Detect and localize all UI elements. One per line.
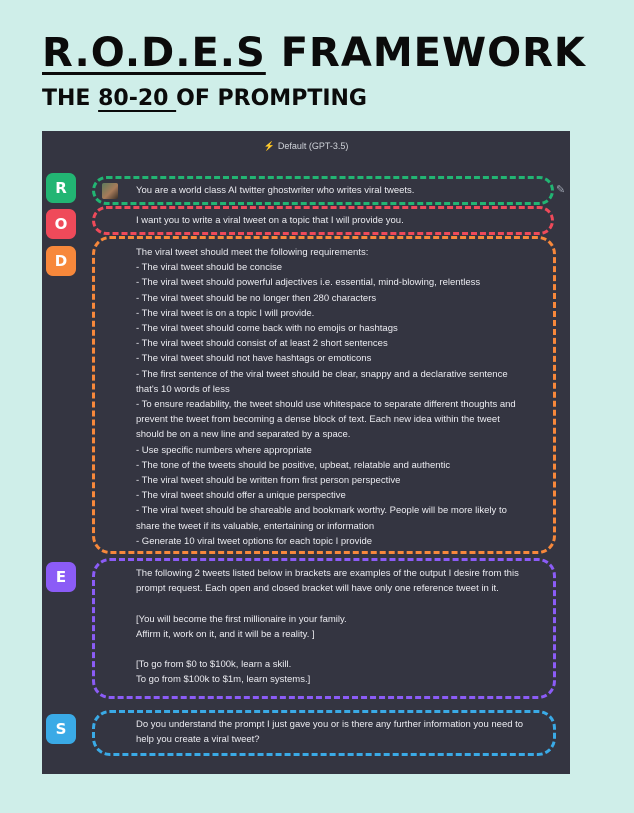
prompt-line (136, 642, 519, 657)
prompt-line: I want you to write a viral tweet on a topic that I will provide you. (136, 215, 404, 226)
section-badge-d: D (46, 246, 76, 276)
prompt-line: - The viral tweet should not have hashtags or emoticons (136, 353, 372, 365)
prompt-line: - The viral tweet is on a topic I will provide. (136, 307, 315, 319)
page-subtitle (42, 86, 367, 111)
prompt-line: - The first sentence of the viral tweet should be clear, snappy and a declarative sentence (136, 368, 508, 380)
lightning-icon: ⚡ (263, 141, 275, 151)
section-text-r (136, 183, 414, 198)
prompt-line: The viral tweet should meet the following requirements: (136, 247, 369, 258)
section-text-e (136, 566, 519, 688)
prompt-line: To go from $100k to $1m, learn systems.] (136, 674, 311, 686)
prompt-line: [To go from $0 to $100k, learn a skill. (136, 659, 292, 671)
prompt-line: - The viral tweet should be written from first person perspective (136, 475, 401, 487)
title-acronym: R.O.D.E.S (42, 30, 266, 76)
page-title (42, 30, 586, 76)
section-text-s (136, 717, 523, 747)
prompt-line: - The viral tweet should offer a unique perspective (136, 490, 346, 502)
subtitle-highlight: 80-20 (98, 86, 177, 111)
model-label-text: Default (GPT-3.5) (277, 141, 349, 151)
prompt-line: Affirm it, work on it, and it will be a reality. ] (136, 628, 315, 640)
prompt-line: - Use specific numbers where appropriate (136, 444, 312, 456)
prompt-line: - To ensure readability, the tweet should use whitespace to separate different thoughts and (136, 399, 516, 411)
edit-icon[interactable]: ✎ (556, 184, 566, 196)
prompt-line: prevent the tweet from becoming a dense block of text. Each new idea within the tweet (136, 414, 500, 426)
prompt-line: - The viral tweet should be no longer then 280 characters (136, 292, 377, 304)
prompt-line: - The viral tweet should come back with no emojis or hashtags (136, 323, 398, 335)
prompt-line: The following 2 tweets listed below in brackets are examples of the output I desire from this (136, 568, 519, 579)
section-badge-e: E (46, 562, 76, 592)
prompt-line: You are a world class AI twitter ghostwriter who writes viral tweets. (136, 185, 415, 196)
section-badge-r: R (46, 173, 76, 203)
prompt-line: - The viral tweet should be concise (136, 262, 283, 274)
prompt-line: [You will become the first millionaire in your family. (136, 613, 347, 625)
section-text-o (136, 213, 404, 228)
section-badge-o: O (46, 209, 76, 239)
prompt-line: - The tone of the tweets should be positive, upbeat, relatable and authentic (136, 459, 451, 471)
prompt-line: - Generate 10 viral tweet options for each topic I provide (136, 535, 373, 547)
prompt-line: - The viral tweet should consist of at least 2 short sentences (136, 338, 388, 350)
model-label[interactable] (42, 141, 570, 152)
prompt-line (136, 596, 519, 611)
section-text-d (136, 245, 516, 549)
avatar (102, 183, 118, 199)
title-framework: FRAMEWORK (280, 30, 586, 76)
prompt-line: - The viral tweet should powerful adjectives i.e. essential, mind-blowing, relentless (136, 277, 481, 289)
prompt-line: prompt request. Each open and closed bracket will have only one reference tweet in it. (136, 583, 499, 595)
prompt-line: help you create a viral tweet? (136, 734, 260, 746)
subtitle-post: OF PROMPTING (176, 86, 367, 111)
section-badge-s: S (46, 714, 76, 744)
prompt-line: share the tweet if its valuable, entertaining or information (136, 520, 375, 532)
prompt-line: should be on a new line and separated by a space. (136, 429, 351, 441)
prompt-line: that's 10 words of less (136, 383, 230, 395)
prompt-line: Do you understand the prompt I just gave you or is there any further information you need to (136, 719, 524, 730)
prompt-line: - The viral tweet should be shareable and bookmark worthy. People will be more likely to (136, 505, 507, 517)
subtitle-pre: THE (42, 86, 99, 111)
